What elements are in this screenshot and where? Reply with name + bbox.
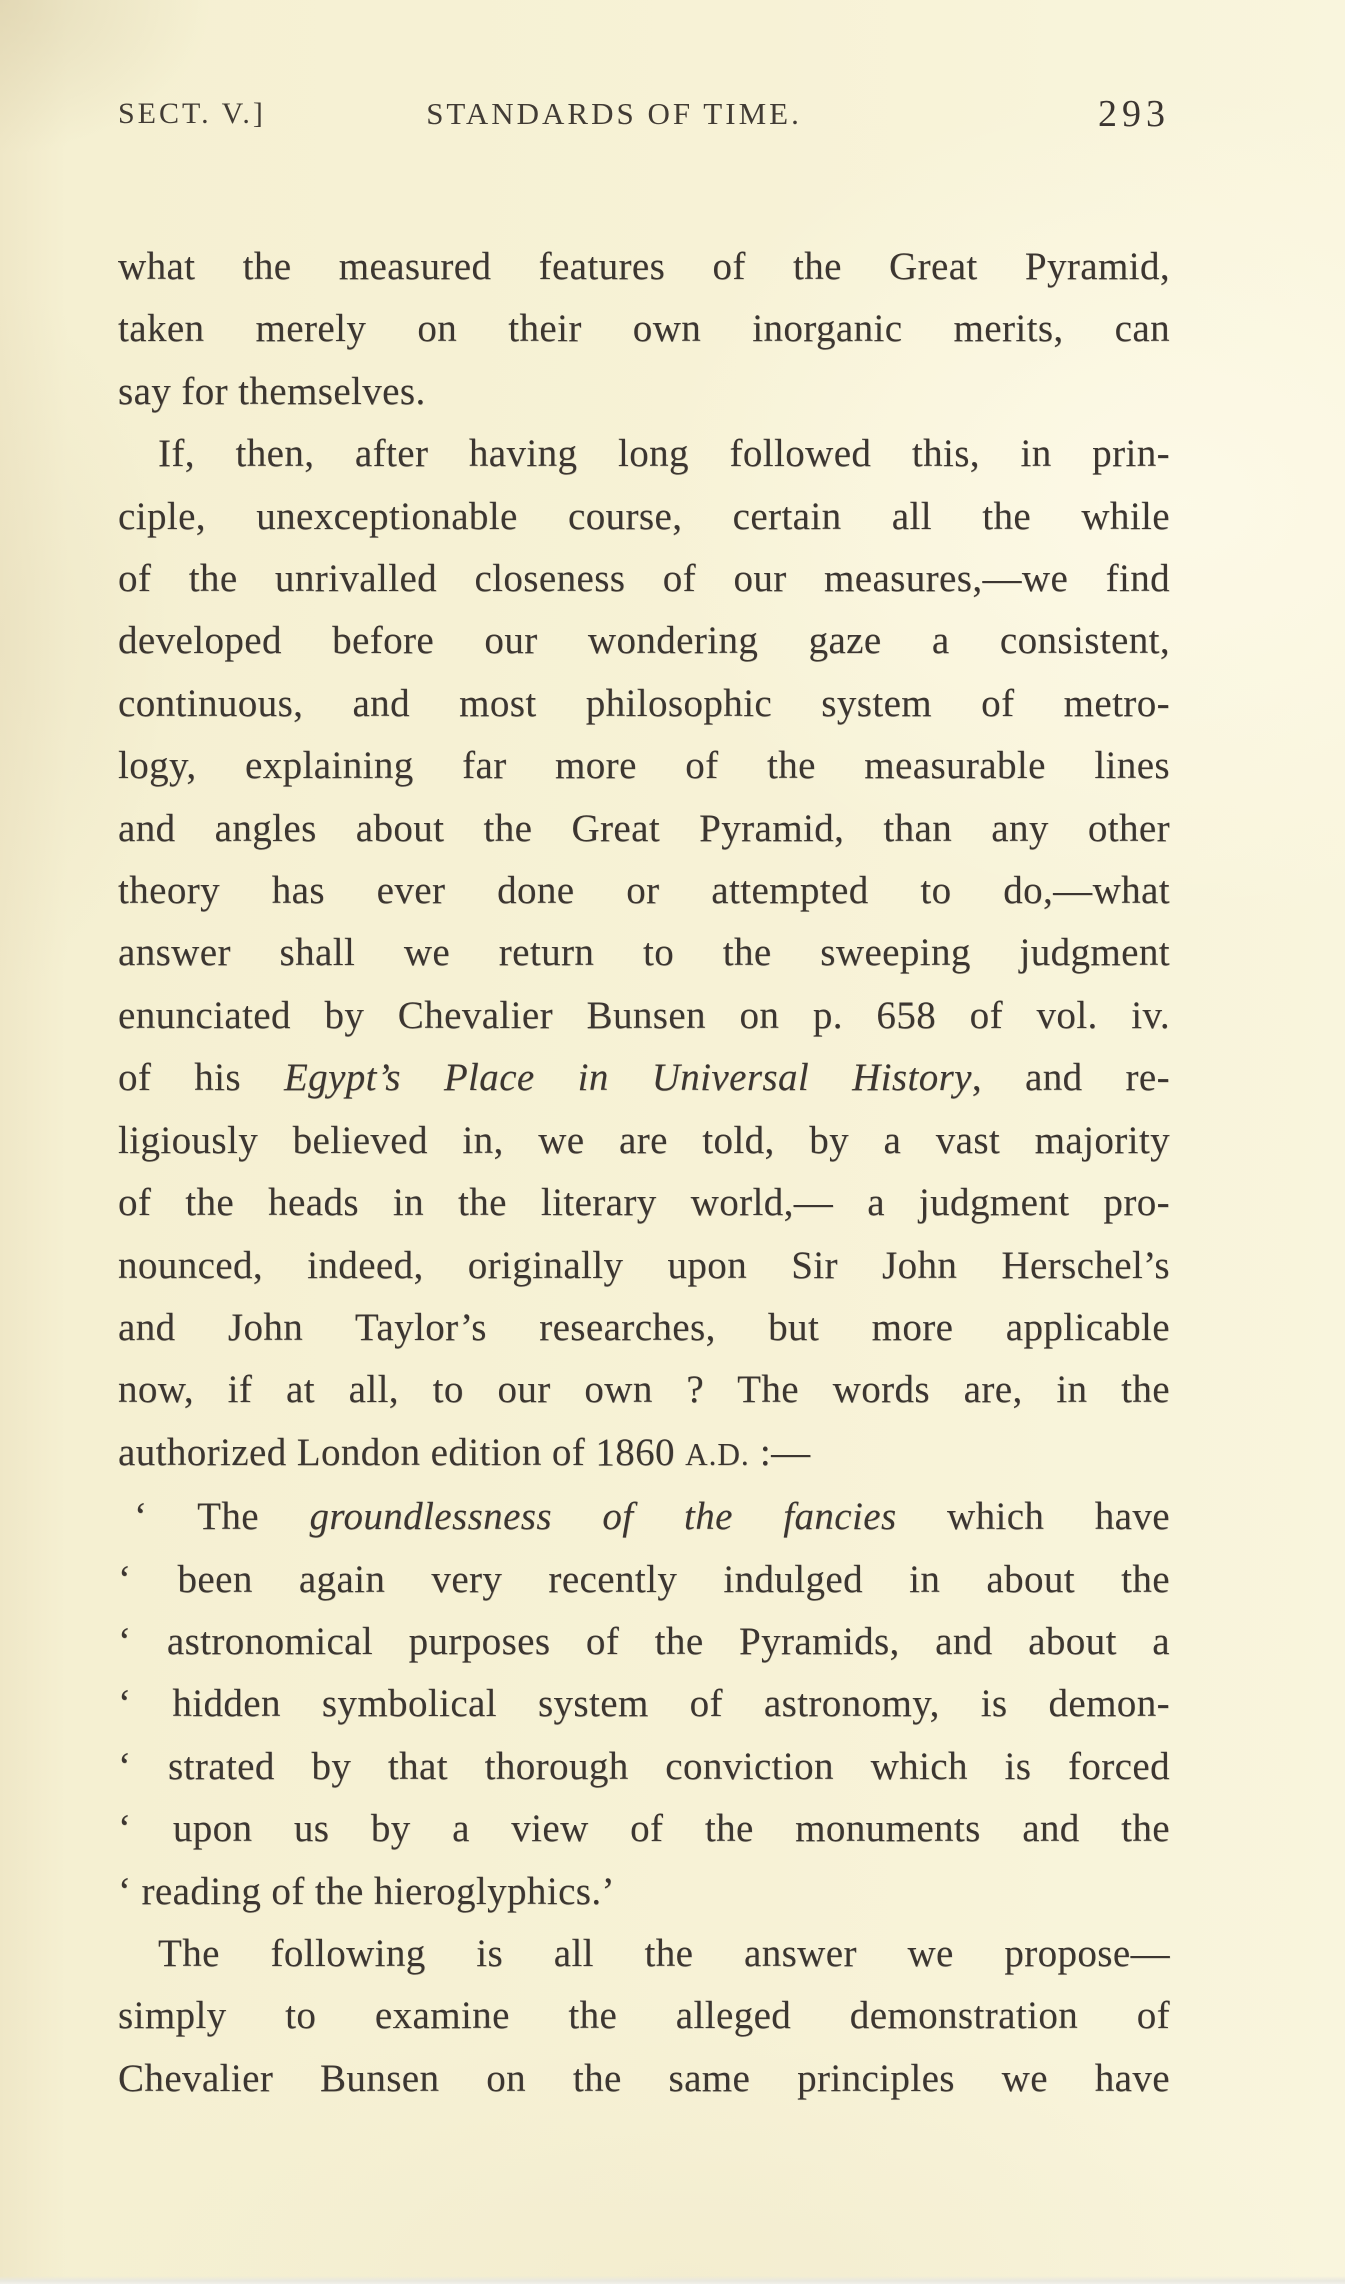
text-line: answer shall we return to the sweeping judgment	[118, 931, 1170, 975]
quote-line: ‘ reading of the hieroglyphics.’	[118, 1869, 615, 1913]
text-segment: authorized London edition of 1860	[118, 1430, 686, 1474]
text-segment: of his	[118, 1056, 284, 1100]
quote-line: ‘ upon us by a view of the monuments and the	[118, 1807, 1170, 1851]
smallcaps-ad: A.D.	[685, 1436, 750, 1472]
quote-line: ‘ astronomical purposes of the Pyramids, and about a	[118, 1619, 1170, 1663]
text-line: continuous, and most philosophic system of metro-	[118, 681, 1170, 725]
text-line: ligiously believed in, we are told, by a vast majority	[118, 1118, 1170, 1162]
text-line: and angles about the Great Pyramid, than any other	[118, 806, 1170, 850]
text-line: taken merely on their own inorganic merits, can	[118, 307, 1170, 351]
italic-quote-phrase: groundlessness of the fancies	[309, 1495, 897, 1539]
text-line: of the unrivalled closeness of our measures,—we find	[118, 557, 1170, 601]
text-line: say for themselves.	[118, 369, 426, 413]
quote-line: ‘ been again very recently indulged in about the	[118, 1557, 1170, 1601]
quote-line: ‘ hidden symbolical system of astronomy, is demon-	[118, 1682, 1170, 1726]
quote-line: ‘ strated by that thorough conviction which is forced	[118, 1744, 1170, 1788]
text-line: enunciated by Chevalier Bunsen on p. 658 of vol. iv.	[118, 993, 1170, 1037]
text-line-with-smallcaps	[118, 1422, 1170, 1486]
text-line: The following is all the answer we propose—	[158, 1931, 1170, 1975]
text-line: simply to examine the alleged demonstration of	[118, 1994, 1170, 2038]
text-line: nounced, indeed, originally upon Sir John Herschel’s	[118, 1243, 1170, 1287]
page-header	[118, 92, 1170, 136]
text-segment: ‘ The	[134, 1495, 310, 1539]
text-line: of the heads in the literary world,— a judgment pro-	[118, 1181, 1170, 1225]
quote-line-with-italic	[118, 1486, 1170, 1548]
text-line: Chevalier Bunsen on the same principles we have	[118, 2056, 1170, 2100]
text-line: now, if at all, to our own ? The words are, in the	[118, 1368, 1170, 1412]
text-segment: :—	[749, 1430, 811, 1474]
text-line: theory has ever done or attempted to do,—what	[118, 869, 1170, 913]
text-line: ciple, unexceptionable course, certain all the while	[118, 494, 1170, 538]
running-title: STANDARDS OF TIME.	[426, 96, 802, 131]
page-number: 293	[1098, 93, 1170, 135]
text-line: developed before our wondering gaze a consistent,	[118, 619, 1170, 663]
italic-book-title: Egypt’s Place in Universal History	[283, 1056, 972, 1100]
body-text	[118, 236, 1170, 2110]
section-label: SECT. V.]	[118, 97, 266, 130]
scan-edge	[0, 2276, 1345, 2284]
text-line: what the measured features of the Great Pyramid,	[118, 245, 1170, 288]
text-line: logy, explaining far more of the measurable lines	[118, 744, 1170, 788]
text-segment: , and re-	[971, 1056, 1170, 1100]
text-line: If, then, after having long followed this, in prin-	[158, 432, 1170, 476]
text-line: and John Taylor’s researches, but more applicable	[118, 1305, 1170, 1349]
text-line-with-italic	[118, 1047, 1170, 1109]
text-segment: which have	[896, 1495, 1170, 1539]
